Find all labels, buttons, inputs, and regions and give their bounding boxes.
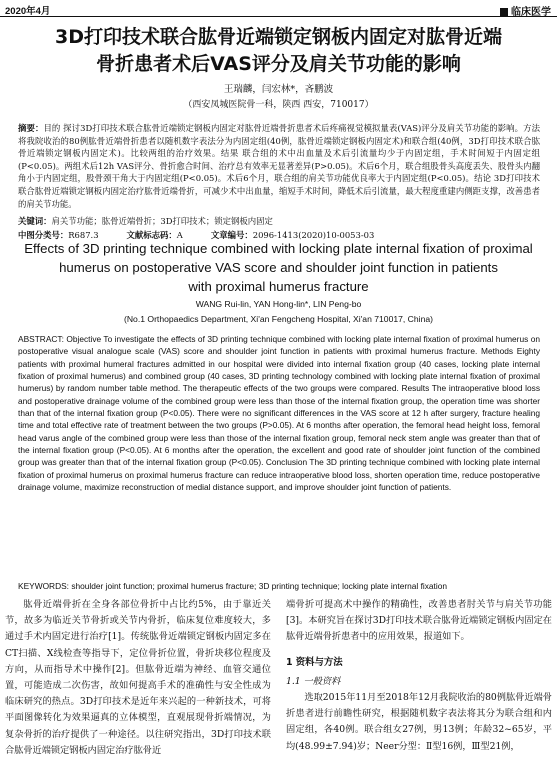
english-keywords-label: KEYWORDS: — [18, 581, 69, 591]
intro-paragraph-continued: 端骨折可提高术中操作的精确性，改善患者肘关节与肩关节功能[3]。本研究旨在探讨3D打印技术联合肱骨近端锁定钢板内固定在肱骨近端骨折患者中的应用效果，报道如下。 — [286, 599, 552, 643]
chinese-keywords-text: 肩关节功能；肱骨近端骨折；3D打印技术；锁定钢板内固定 — [51, 216, 273, 226]
chinese-keywords-label: 关键词： — [18, 216, 52, 226]
body-right-column — [286, 597, 552, 755]
article-number-label: 文章编号： — [210, 230, 253, 240]
header-date: 2020年4月 — [5, 6, 51, 17]
document-code-label: 文献标志码： — [126, 230, 177, 240]
clc-value: R687.3 — [68, 230, 99, 240]
english-title-line-3: with proximal humerus fracture — [188, 279, 369, 294]
document-code-value: A — [176, 230, 183, 240]
english-title-line-1: Effects of 3D printing technique combined with locking plate internal fixation of proximal — [24, 241, 533, 256]
square-icon — [500, 8, 508, 16]
english-abstract-label: ABSTRACT: — [18, 334, 64, 344]
header-rule — [0, 16, 557, 17]
chinese-title — [0, 24, 557, 78]
body-left-column — [5, 597, 271, 759]
subsection-heading-general-data: 1.1 一般资料 — [286, 675, 341, 687]
chinese-title-line-1: 3D打印技术联合肱骨近端锁定钢板内固定对肱骨近端 — [55, 26, 502, 48]
english-keywords — [18, 580, 540, 592]
english-authors: WANG Rui-lin, YAN Hong-lin*, LIN Peng-bo — [195, 299, 362, 309]
chinese-abstract-label: 摘要： — [18, 123, 44, 133]
english-abstract-text: Objective To investigate the effects of 3D printing technique combined with locking plate internal fixation of proximal humerus on postoperative visual analogue scale (VAS) score and shoulder joint function in patients with proximal humerus fracture. Methods Eighty patients with proximal humeral fractures admitted in our hospital were divided into internal fixation group (40 cases, locking plate internal fixation of proximal humerus) and combined group (40 cases, 3D printing technology combined with locking plate internal fixation of proximal humerus) by random number table method. The therapeutic effects of the two groups were compared. Results The intraoperative blood loss and postoperative drainage volume of the combined group were less than those of the internal fixation group, the operation time was shorter than that of the internal fixation group (P<0.05). There were no significant differences in the VAS score at 12 h after surgery, fracture healing time and total effective rate of treatment between the two groups (P>0.05). At 6 months after operation, the femoral head height loss, femoral head varus angle of the combined group were less than those of the internal fixation group, femoral neck stem angle was greater than that of the internal fixation group (P<0.05). At 6 months after the operation, the excellent and good rate of shoulder joint function of the combined group was greater than that of the internal fixation group (P<0.05). Conclusion The 3D printing technique combined with locking plate internal fixation of proximal humerus on proximal humerus fracture can reduce intraoperative blood loss, shorten operation time, reduce postoperative drainage volume, maximize reconstruction of medial distance support, and improve shoulder joint function of patients. — [18, 334, 540, 493]
chinese-keywords — [18, 215, 540, 227]
chinese-abstract-text: 目的 探讨3D打印技术联合肱骨近端锁定钢板内固定对肱骨近端骨折患者术后疼痛视觉模拟量表(VAS)评分及肩关节功能的影响。方法 将我院收治的80例肱骨近端骨折患者以随机数字表法分为内固定组(40例，肱骨近端锁定钢板内固定术)和联合组(40例，3D打印技术联合肱骨近端锁定钢板内固定术)。比较两组的治疗效果。结果 联合组的术中出血量及术后引流量均少于内固定组，手术时间短于内固定组(P<0.05)。两组术后12h VAS评分、骨折愈合时间、治疗总有效率无显著差异(P>0.05)。术后6个月，联合组股骨头高度丢失、股骨头内翻角小于内固定组，股骨颈干角大于内固定组(P<0.05)。术后6个月，联合组的肩关节功能优良率大于内固定组(P<0.05)。结论 3D打印技术联合肱骨近端锁定钢板内固定治疗肱骨近端骨折，可减少术中出血量，缩短手术时间，降低术后引流量，最大程度重建内侧距支撑，改善患者的肩关节功能。 — [18, 123, 540, 209]
section-heading-materials-methods: 1 资料与方法 — [286, 656, 343, 668]
general-data-paragraph: 选取2015年11月至2018年12月我院收治的80例肱骨近端骨折患者进行前瞻性研究，根据随机数字表法将其分为联合组和内固定组，各40例。联合组女27例，男13例；年龄32~65岁，平均(48.99±7.94)岁；Neer分型：Ⅱ型16例，Ⅲ型21例， — [286, 692, 552, 752]
english-title-line-2: humerus on postoperative VAS score and shoulder joint function in patients — [59, 260, 498, 275]
chinese-authors: 王瑞麟，闫宏林*，吝鹏波 — [223, 84, 334, 95]
english-abstract — [18, 333, 540, 493]
chinese-affiliation: （西安凤城医院骨一科，陕西 西安，710017） — [183, 100, 374, 110]
chinese-abstract — [18, 122, 540, 210]
clc-label: 中图分类号： — [18, 230, 69, 240]
english-title — [0, 239, 557, 296]
intro-paragraph: 肱骨近端骨折在全身各部位骨折中占比约5%，由于靠近关节，故多为临近关节骨折或关节内骨折，临床复位难度较大，多通过手术内固定进行治疗[1]。传统肱骨近端锁定钢板内固定多在CT扫描、X线检查等指导下，定位骨折位置，骨折块移位程度及方向，从而指导术中操作[2]。但肱骨近端为神经、血管交通位置，可能造成二次伤害，故如何提高手术的准确性与安全性成为临床研究的热点。3D打印技术是近年来兴起的一种新技术，可将平面图像转化为效果逼真的立体模型，直观展现骨折端情况，为复杂骨折的治疗提供了一种途径。以往研究指出，3D打印技术联合肱骨近端锁定钢板内固定治疗肱骨近 — [5, 599, 271, 756]
chinese-title-line-2: 骨折患者术后VAS评分及肩关节功能的影响 — [96, 53, 461, 75]
english-keywords-text: shoulder joint function; proximal humerus fracture; 3D printing technique; locking plate internal fixation — [71, 581, 448, 591]
english-affiliation: (No.1 Orthopaedics Department, Xi'an Fengcheng Hospital, Xi'an 710017, China) — [123, 314, 433, 324]
article-number-value: 2096-1413(2020)10-0053-03 — [252, 230, 375, 240]
page-header — [0, 0, 557, 18]
header-journal-name: 临床医学 — [511, 7, 551, 18]
